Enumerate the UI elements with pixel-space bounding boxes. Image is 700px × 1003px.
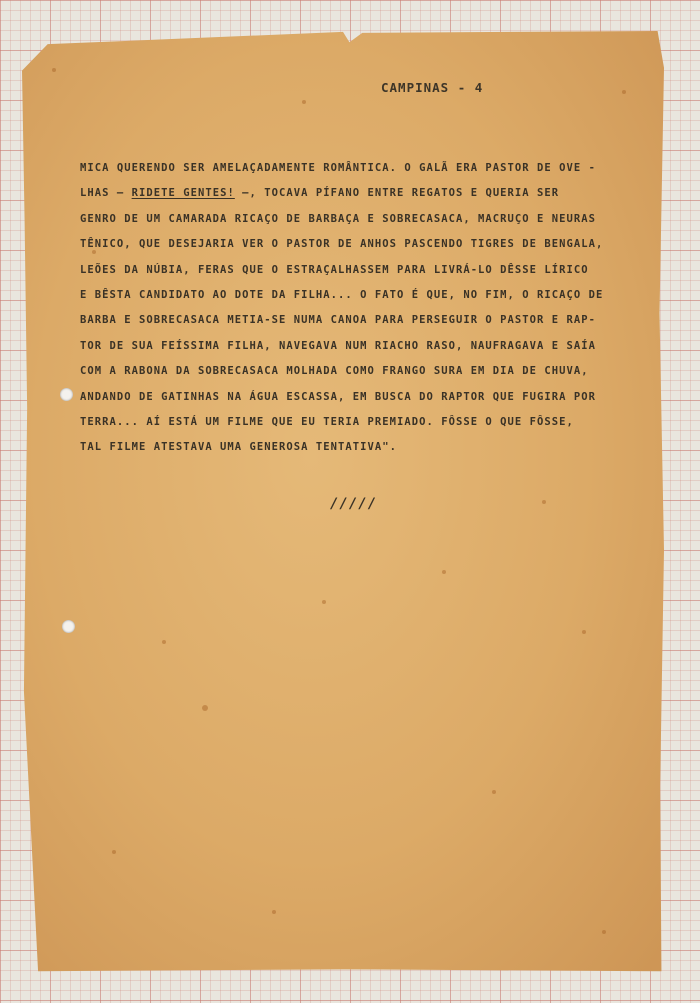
text-line-start: LHAS — [80, 187, 132, 200]
punch-hole [60, 388, 73, 401]
stain-mark [442, 570, 446, 574]
text-line: TÊNICO, QUE DESEJARIA VER O PASTOR DE ANHOS PASCENDO TIGRES DE BENGALA, [80, 238, 604, 251]
stain-mark [542, 500, 546, 504]
punch-hole [62, 620, 75, 633]
text-line: GENRO DE UM CAMARADA RICAÇO DE BARBAÇA E SOBRECASACA, MACRUÇO E NEURAS [80, 212, 597, 225]
stain-mark [492, 790, 496, 794]
stain-mark [322, 600, 326, 604]
text-line [80, 181, 640, 206]
stain-mark [582, 630, 586, 634]
end-mark: ///// [330, 496, 378, 512]
text-line: TERRA... AÍ ESTÁ UM FILME QUE EU TERIA PREMIADO. FÔSSE O QUE FÔSSE, [80, 415, 574, 428]
text-line-tail: —, TOCAVA PÍFANO ENTRE REGATOS E QUERIA SER [234, 187, 560, 200]
text-line: TAL FILME ATESTAVA UMA GENEROSA TENTATIVA". [80, 441, 397, 454]
text-line: TOR DE SUA FEÍSSIMA FILHA, NAVEGAVA NUM RIACHO RASO, NAUFRAGAVA E SAÍA [80, 339, 597, 352]
body-text [80, 156, 640, 461]
stain-mark [602, 930, 606, 934]
text-line: MICA QUERENDO SER AMELAÇADAMENTE ROMÂNTICA. O GALÃ ERA PASTOR DE OVE - [80, 162, 597, 174]
text-line: LEÕES DA NÚBIA, FERAS QUE O ESTRAÇALHASSEM PARA LIVRÁ-LO DÊSSE LÍRICO [80, 263, 589, 276]
text-line: E BÊSTA CANDIDATO AO DOTE DA FILHA... O FATO É QUE, NO FIM, O RICAÇO DE [80, 288, 604, 301]
stain-mark [162, 640, 166, 644]
stain-mark [302, 100, 306, 104]
underlined-phrase: RIDETE GENTES! [131, 187, 235, 200]
text-line: ANDANDO DE GATINHAS NA ÁGUA ESCASSA, EM BUSCA DO RAPTOR QUE FUGIRA POR [80, 390, 597, 403]
text-line: COM A RABONA DA SOBRECASACA MOLHADA COMO FRANGO SURA EM DIA DE CHUVA, [80, 365, 589, 378]
stain-mark [272, 910, 276, 914]
text-line: BARBA E SOBRECASACA METIA-SE NUMA CANOA PARA PERSEGUIR O PASTOR E RAP- [80, 314, 597, 327]
page-header: CAMPINAS - 4 [381, 80, 484, 95]
stain-mark [622, 90, 626, 94]
stain-mark [52, 68, 56, 72]
stain-mark [112, 850, 116, 854]
stain-mark [202, 705, 208, 711]
